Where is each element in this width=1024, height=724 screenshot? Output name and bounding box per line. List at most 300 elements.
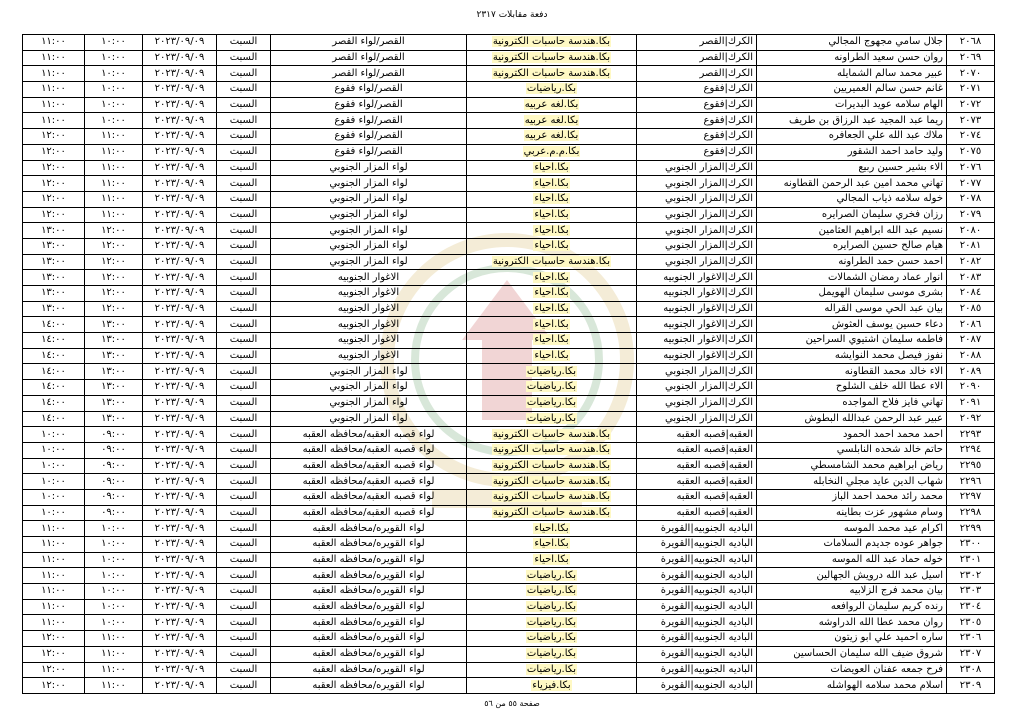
interview-day-cell (217, 333, 271, 349)
interview-date-cell (143, 489, 217, 505)
end-time: ١٤:٠٠ (41, 350, 66, 362)
interview-date-cell (143, 584, 217, 600)
candidate-number-cell (947, 113, 995, 129)
interview-day: السبت (229, 648, 258, 660)
candidate-number: ٢٣٠٣ (959, 585, 982, 597)
specialization-cell (467, 505, 637, 521)
end-time-cell (23, 176, 85, 192)
specialization-cell (467, 678, 637, 694)
interview-location-cell (271, 129, 467, 145)
end-time: ١١:٠٠ (41, 569, 66, 581)
candidate-name: نفوز فيصل محمد النوايشه (834, 350, 943, 362)
end-time-cell (23, 238, 85, 254)
candidate-name: وسام مشهور عزت بطاينه (836, 506, 943, 518)
start-time: ١٠:٠٠ (101, 585, 126, 597)
candidate-name-cell (757, 113, 947, 129)
start-time: ١٣:٠٠ (101, 318, 126, 330)
candidate-name-cell (757, 537, 947, 553)
candidate-name-cell (757, 270, 947, 286)
specialization-cell (467, 286, 637, 302)
candidate-number-cell (947, 568, 995, 584)
end-time-cell (23, 615, 85, 631)
table-row (23, 380, 995, 396)
interview-date: ٢٠٢٣/٠٩/٠٩ (154, 303, 205, 315)
end-time-cell (23, 223, 85, 239)
table-row (23, 395, 995, 411)
candidate-number: ٢٢٩٧ (959, 491, 982, 503)
candidate-number-cell (947, 521, 995, 537)
specialization-cell (467, 50, 637, 66)
candidate-number-cell (947, 176, 995, 192)
interview-day: السبت (229, 224, 258, 236)
candidate-name: بيان محمد فرج الزلابيه (849, 585, 943, 597)
interview-date: ٢٠٢٣/٠٩/٠٩ (154, 663, 205, 675)
interview-location: لواء قصبه العقبه/محافظه العقبه (302, 459, 435, 471)
interview-date-cell (143, 191, 217, 207)
interview-date: ٢٠٢٣/٠٩/٠٩ (154, 459, 205, 471)
table-row (23, 301, 995, 317)
interview-location-cell (271, 191, 467, 207)
specialization: بكا.رياضيات (526, 632, 577, 644)
specialization: بكا.لغه عربيه (524, 114, 579, 126)
directorate-cell (637, 35, 757, 51)
interview-day: السبت (229, 177, 258, 189)
specialization-cell (467, 238, 637, 254)
interview-date-cell (143, 537, 217, 553)
candidate-number: ٢٠٨٠ (959, 224, 982, 236)
interview-date-cell (143, 176, 217, 192)
specialization-cell (467, 66, 637, 82)
candidate-name-cell (757, 678, 947, 694)
interview-location-cell (271, 568, 467, 584)
start-time: ١١:٠٠ (101, 208, 126, 220)
interview-day: السبت (229, 161, 258, 173)
directorate-cell (637, 144, 757, 160)
directorate: الباديه الجنوبيه|القويرة (660, 663, 753, 675)
start-time: ٠٩:٠٠ (101, 444, 126, 456)
start-time: ١١:٠٠ (101, 648, 126, 660)
candidate-number-cell (947, 552, 995, 568)
interview-date-cell (143, 82, 217, 98)
table-row (23, 489, 995, 505)
candidate-number: ٢٠٨٣ (959, 271, 982, 283)
candidate-name-cell (757, 66, 947, 82)
candidate-name-cell (757, 223, 947, 239)
interview-date-cell (143, 631, 217, 647)
table-row (23, 552, 995, 568)
end-time: ١٣:٠٠ (41, 303, 66, 315)
interview-date-cell (143, 129, 217, 145)
specialization: بكا.هندسة حاسبات الكترونية (492, 506, 611, 518)
interview-day-cell (217, 646, 271, 662)
candidate-number: ٢٢٩٤ (959, 444, 982, 456)
interview-date-cell (143, 223, 217, 239)
candidate-name-cell (757, 301, 947, 317)
interview-date: ٢٠٢٣/٠٩/٠٩ (154, 224, 205, 236)
start-time-cell (85, 270, 143, 286)
interview-date: ٢٠٢٣/٠٩/٠٩ (154, 475, 205, 487)
candidate-number-cell (947, 238, 995, 254)
start-time-cell (85, 333, 143, 349)
end-time: ١١:٠٠ (41, 67, 66, 79)
interview-date: ٢٠٢٣/٠٩/٠٩ (154, 67, 205, 79)
directorate: الكرك|الاغوار الجنوبيه (663, 350, 753, 362)
interview-date: ٢٠٢٣/٠٩/٠٩ (154, 444, 205, 456)
interview-day: السبت (229, 632, 258, 644)
end-time: ١٠:٠٠ (41, 428, 66, 440)
specialization-cell (467, 489, 637, 505)
end-time: ١١:٠٠ (41, 585, 66, 597)
interview-day: السبت (229, 554, 258, 566)
candidate-number-cell (947, 317, 995, 333)
specialization: بكا.احياء (534, 177, 569, 189)
specialization-cell (467, 474, 637, 490)
specialization: بكا.رياضيات (526, 412, 577, 424)
interview-date: ٢٠٢٣/٠٩/٠٩ (154, 271, 205, 283)
interview-date: ٢٠٢٣/٠٩/٠٩ (154, 146, 205, 158)
interview-date-cell (143, 333, 217, 349)
interview-location: الاغوار الجنوبيه (337, 350, 400, 362)
interview-day-cell (217, 113, 271, 129)
directorate: الكرك|فقوع (703, 114, 753, 126)
candidate-number-cell (947, 270, 995, 286)
end-time-cell (23, 662, 85, 678)
interview-date: ٢٠٢٣/٠٩/٠٩ (154, 240, 205, 252)
candidate-name-cell (757, 176, 947, 192)
table-row (23, 442, 995, 458)
candidate-number-cell (947, 35, 995, 51)
candidate-number: ٢٠٨٦ (959, 318, 982, 330)
candidate-name-cell (757, 129, 947, 145)
start-time-cell (85, 442, 143, 458)
directorate-cell (637, 333, 757, 349)
specialization-cell (467, 552, 637, 568)
table-body (23, 35, 995, 694)
specialization-cell (467, 631, 637, 647)
candidate-number-cell (947, 223, 995, 239)
interview-day-cell (217, 442, 271, 458)
end-time: ١١:٠٠ (41, 52, 66, 64)
table-row (23, 615, 995, 631)
table-row (23, 160, 995, 176)
candidate-number: ٢٠٧٦ (959, 161, 982, 173)
interview-date: ٢٠٢٣/٠٩/٠٩ (154, 99, 205, 111)
candidate-number-cell (947, 505, 995, 521)
interview-day-cell (217, 615, 271, 631)
candidate-name-cell (757, 521, 947, 537)
interview-day-cell (217, 678, 271, 694)
interview-date-cell (143, 427, 217, 443)
directorate-cell (637, 646, 757, 662)
interview-date: ٢٠٢٣/٠٩/٠٩ (154, 679, 205, 691)
candidate-number-cell (947, 191, 995, 207)
candidate-name-cell (757, 254, 947, 270)
interview-day: السبت (229, 303, 258, 315)
interview-location: لواء القويره/محافظه العقبه (312, 679, 425, 691)
start-time-cell (85, 521, 143, 537)
end-time: ١٤:٠٠ (41, 381, 66, 393)
table-row (23, 129, 995, 145)
interview-location-cell (271, 599, 467, 615)
end-time-cell (23, 568, 85, 584)
interview-day-cell (217, 144, 271, 160)
specialization-cell (467, 113, 637, 129)
candidate-number-cell (947, 615, 995, 631)
end-time: ١١:٠٠ (41, 114, 66, 126)
interview-location-cell (271, 223, 467, 239)
specialization: بكا.رياضيات (526, 585, 577, 597)
specialization-cell (467, 97, 637, 113)
directorate: الكرك|الاغوار الجنوبيه (663, 303, 753, 315)
table-row (23, 646, 995, 662)
specialization: بكا.رياضيات (526, 663, 577, 675)
interview-location: لواء القويره/محافظه العقبه (312, 585, 425, 597)
candidate-number-cell (947, 427, 995, 443)
interview-location: لواء قصبه العقبه/محافظه العقبه (302, 444, 435, 456)
interview-location: لواء المزار الجنوبي (329, 240, 408, 252)
interview-date: ٢٠٢٣/٠٩/٠٩ (154, 648, 205, 660)
interview-date-cell (143, 286, 217, 302)
candidate-number-cell (947, 584, 995, 600)
directorate-cell (637, 489, 757, 505)
interview-location-cell (271, 584, 467, 600)
interview-day-cell (217, 411, 271, 427)
specialization: بكا.هندسة حاسبات الكترونية (492, 36, 611, 48)
table-row (23, 286, 995, 302)
candidate-name: اسيل عبد الله درويش الجهالين (816, 569, 943, 581)
interview-date: ٢٠٢٣/٠٩/٠٩ (154, 616, 205, 628)
specialization-cell (467, 223, 637, 239)
directorate-cell (637, 458, 757, 474)
end-time: ١٤:٠٠ (41, 397, 66, 409)
directorate-cell (637, 176, 757, 192)
start-time: ١٣:٠٠ (101, 381, 126, 393)
interview-location: القصر/لواء فقوع (334, 99, 403, 111)
interview-date: ٢٠٢٣/٠٩/٠٩ (154, 177, 205, 189)
start-time: ١٣:٠٠ (101, 365, 126, 377)
interview-day: السبت (229, 67, 258, 79)
table-row (23, 584, 995, 600)
directorate: الباديه الجنوبيه|القويرة (660, 632, 753, 644)
candidate-name-cell (757, 552, 947, 568)
end-time: ١١:٠٠ (41, 99, 66, 111)
end-time: ١٠:٠٠ (41, 459, 66, 471)
interview-day-cell (217, 191, 271, 207)
interview-day: السبت (229, 381, 258, 393)
interview-day-cell (217, 474, 271, 490)
interview-day: السبت (229, 334, 258, 346)
interview-date: ٢٠٢٣/٠٩/٠٩ (154, 538, 205, 550)
end-time: ١١:٠٠ (41, 616, 66, 628)
interview-day-cell (217, 380, 271, 396)
end-time-cell (23, 411, 85, 427)
directorate: العقبه|قصبه العقبه (676, 428, 753, 440)
directorate: الكرك|المزار الجنوبي (665, 208, 753, 220)
interview-date: ٢٠٢٣/٠٩/٠٩ (154, 491, 205, 503)
specialization-cell (467, 521, 637, 537)
table-row (23, 568, 995, 584)
start-time: ١٠:٠٠ (101, 36, 126, 48)
end-time: ١٤:٠٠ (41, 334, 66, 346)
interview-location: القصر/لواء فقوع (334, 114, 403, 126)
candidate-number-cell (947, 662, 995, 678)
interview-location: القصر/لواء القصر (332, 52, 405, 64)
directorate-cell (637, 223, 757, 239)
candidate-name: جواهر عوده جديدم السلامات (823, 538, 943, 550)
start-time: ٠٩:٠٠ (101, 428, 126, 440)
candidate-number-cell (947, 348, 995, 364)
directorate-cell (637, 317, 757, 333)
specialization: بكا.رياضيات (526, 397, 577, 409)
start-time-cell (85, 599, 143, 615)
interview-date-cell (143, 348, 217, 364)
interview-day: السبت (229, 585, 258, 597)
start-time-cell (85, 113, 143, 129)
specialization-cell (467, 646, 637, 662)
specialization-cell (467, 427, 637, 443)
candidate-name: جلال سامي مجهوج المجالي (828, 36, 943, 48)
start-time: ١٠:٠٠ (101, 83, 126, 95)
interview-date-cell (143, 254, 217, 270)
candidate-number: ٢٣٠٨ (959, 663, 982, 675)
directorate: الباديه الجنوبيه|القويرة (660, 522, 753, 534)
specialization-cell (467, 442, 637, 458)
interview-location-cell (271, 160, 467, 176)
interview-day-cell (217, 176, 271, 192)
end-time-cell (23, 537, 85, 553)
candidate-number-cell (947, 395, 995, 411)
interview-day-cell (217, 427, 271, 443)
specialization: بكا.هندسة حاسبات الكترونية (492, 255, 611, 267)
specialization-cell (467, 348, 637, 364)
end-time-cell (23, 474, 85, 490)
interview-date-cell (143, 505, 217, 521)
interview-day-cell (217, 552, 271, 568)
directorate: الباديه الجنوبيه|القويرة (660, 554, 753, 566)
directorate-cell (637, 270, 757, 286)
interview-location-cell (271, 348, 467, 364)
interview-day-cell (217, 489, 271, 505)
interview-day: السبت (229, 318, 258, 330)
interview-day: السبت (229, 412, 258, 424)
candidate-name-cell (757, 458, 947, 474)
end-time-cell (23, 552, 85, 568)
candidate-name: تهاني فايز فلاح المواجده (842, 397, 943, 409)
directorate-cell (637, 537, 757, 553)
candidate-number: ٢٠٧٨ (959, 193, 982, 205)
interview-location-cell (271, 552, 467, 568)
start-time-cell (85, 537, 143, 553)
specialization-cell (467, 364, 637, 380)
interview-day-cell (217, 207, 271, 223)
candidate-number: ٢٣٠٧ (959, 648, 982, 660)
interview-location-cell (271, 254, 467, 270)
candidate-name: خوله حماد عبد الله الموسه (831, 554, 943, 566)
start-time: ١٢:٠٠ (101, 255, 126, 267)
start-time: ٠٩:٠٠ (101, 506, 126, 518)
interview-date: ٢٠٢٣/٠٩/٠٩ (154, 506, 205, 518)
interview-date-cell (143, 380, 217, 396)
candidate-name: شهاب الدين عايد مجلي النخابله (813, 475, 943, 487)
interview-date-cell (143, 113, 217, 129)
start-time-cell (85, 223, 143, 239)
candidate-number: ٢٠٧٩ (959, 208, 982, 220)
candidate-name: حاتم خالد شحده النابلسي (836, 444, 943, 456)
candidate-name: فرح جمعه عفنان العويضات (830, 663, 943, 675)
specialization: بكا.هندسة حاسبات الكترونية (492, 459, 611, 471)
candidate-number: ٢٣٠٢ (959, 569, 982, 581)
interview-date: ٢٠٢٣/٠٩/٠٩ (154, 350, 205, 362)
candidate-name: غانم حسن سالم العميريين (833, 83, 943, 95)
end-time-cell (23, 364, 85, 380)
candidate-number: ٢٠٧٣ (959, 114, 982, 126)
table-row (23, 364, 995, 380)
interview-day: السبت (229, 538, 258, 550)
table-row (23, 97, 995, 113)
directorate-cell (637, 442, 757, 458)
table-row (23, 270, 995, 286)
specialization: بكا.احياء (534, 208, 569, 220)
candidate-number: ٢٠٧٧ (959, 177, 982, 189)
specialization: بكا.هندسة حاسبات الكترونية (492, 428, 611, 440)
end-time: ١٢:٠٠ (41, 177, 66, 189)
end-time-cell (23, 584, 85, 600)
directorate: الكرك|فقوع (703, 83, 753, 95)
interview-day: السبت (229, 522, 258, 534)
candidate-number-cell (947, 646, 995, 662)
table-row (23, 317, 995, 333)
directorate: الكرك|المزار الجنوبي (665, 412, 753, 424)
candidate-name: روان محمد عطا الله الدراوشه (818, 616, 943, 628)
candidate-name-cell (757, 615, 947, 631)
candidate-number-cell (947, 129, 995, 145)
page-number: صفحة ٥٥ من ٥٦ (484, 699, 540, 708)
candidate-name-cell (757, 82, 947, 98)
interview-location: لواء المزار الجنوبي (329, 177, 408, 189)
interview-location: لواء القويره/محافظه العقبه (312, 663, 425, 675)
end-time: ١٢:٠٠ (41, 632, 66, 644)
interview-location-cell (271, 317, 467, 333)
end-time: ١٣:٠٠ (41, 224, 66, 236)
end-time-cell (23, 489, 85, 505)
interview-day-cell (217, 129, 271, 145)
candidate-name-cell (757, 238, 947, 254)
end-time: ١١:٠٠ (41, 36, 66, 48)
end-time-cell (23, 191, 85, 207)
start-time-cell (85, 411, 143, 427)
interview-location-cell (271, 207, 467, 223)
interview-date-cell (143, 97, 217, 113)
directorate: الباديه الجنوبيه|القويرة (660, 648, 753, 660)
start-time: ١٣:٠٠ (101, 397, 126, 409)
interview-day: السبت (229, 569, 258, 581)
start-time: ١٣:٠٠ (101, 412, 126, 424)
specialization: بكا.احياء (534, 318, 569, 330)
interview-date: ٢٠٢٣/٠٩/٠٩ (154, 632, 205, 644)
start-time-cell (85, 207, 143, 223)
candidate-name: ملاك عبد الله علي الجعافره (828, 130, 943, 142)
candidate-number: ٢٢٩٩ (959, 522, 982, 534)
specialization-cell (467, 301, 637, 317)
interview-location: لواء القويره/محافظه العقبه (312, 632, 425, 644)
end-time: ١٢:٠٠ (41, 208, 66, 220)
end-time: ١٢:٠٠ (41, 130, 66, 142)
candidate-number: ٢٠٦٨ (959, 36, 982, 48)
interview-day: السبت (229, 475, 258, 487)
specialization: بكا.هندسة حاسبات الكترونية (492, 67, 611, 79)
directorate: الكرك|القصر (699, 36, 753, 48)
interview-location: لواء قصبه العقبه/محافظه العقبه (302, 506, 435, 518)
